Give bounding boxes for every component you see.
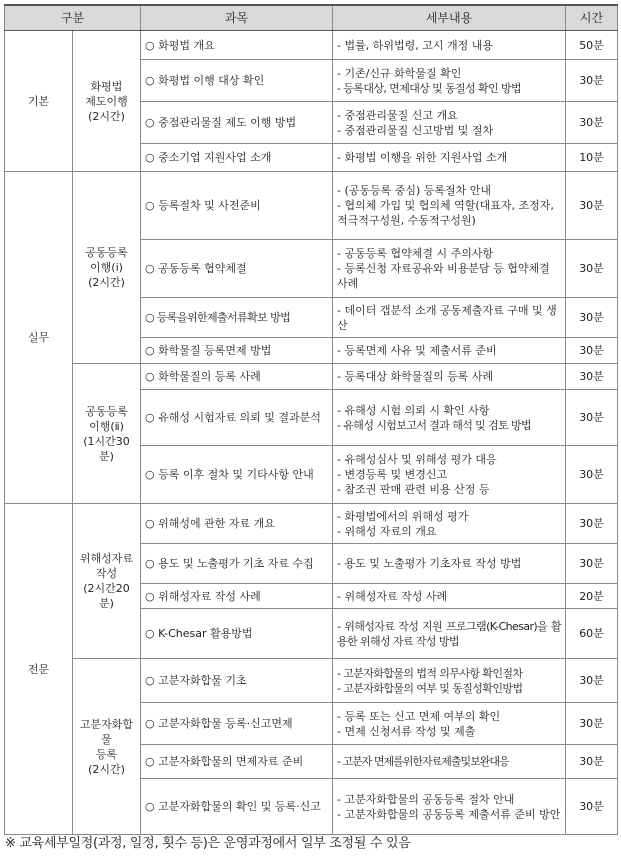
detail-line: - 등록면제 사유 및 제출서류 준비 (337, 344, 497, 357)
hours-cell: 30분 (566, 240, 618, 298)
details-cell (333, 172, 566, 240)
header-category: 구분 (5, 5, 141, 31)
detail-line: - 등록대상 화학물질의 등록 사례 (337, 370, 494, 383)
details-cell (333, 60, 566, 102)
details-cell (333, 609, 566, 659)
header-subject: 과목 (141, 5, 333, 31)
table-row (5, 364, 618, 390)
hours-cell: 30분 (566, 544, 618, 584)
hours-cell: 50분 (566, 31, 618, 60)
detail-line: - 중점관리물질 신고방법 및 절차 (337, 123, 494, 137)
module-cell (73, 364, 141, 504)
hours-cell: 30분 (566, 390, 618, 446)
detail-line: - 유해성 시험 의뢰 시 확인 사항 (337, 403, 490, 417)
detail-line: - 고분자화합물의 여부 및 동질성확인방법 (337, 681, 523, 695)
subject-cell: ○ 공동등록 협약체결 (141, 240, 333, 298)
detail-line: - 용도 및 노출평가 기초자료 작성 방법 (337, 557, 522, 570)
detail-line: - 등록신청 자료공유와 비용분담 등 협약체결 사례 (337, 262, 550, 290)
subject-cell: ○ 위해성에 관한 자료 개요 (141, 504, 333, 544)
details-cell (333, 144, 566, 172)
detail-line: - 등록 또는 신고 면제 여부의 확인 (337, 709, 501, 723)
subject-cell: ○ 고분자화합물 등록·신고면제 (141, 703, 333, 745)
details-cell (333, 390, 566, 446)
table-row (5, 504, 618, 544)
subject-cell: ○ 중소기업 지원사업 소개 (141, 144, 333, 172)
module-cell (73, 659, 141, 835)
hours-cell: 30분 (566, 446, 618, 504)
detail-line: - 등록대상, 면제대상 및 동질성 확인 방법 (337, 81, 522, 95)
details-cell (333, 446, 566, 504)
module-name: 위해성자료 작성 (2시간20분) (79, 552, 134, 610)
subject-cell: ○ 화평법 이행 대상 확인 (141, 60, 333, 102)
module-name: 고분자화합물 등록 (2시간) (79, 717, 134, 776)
subject-cell: ○ 화평법 개요 (141, 31, 333, 60)
details-cell (333, 544, 566, 584)
detail-line: - 화평법 이행을 위한 지원사업 소개 (337, 151, 508, 164)
details-cell (333, 240, 566, 298)
hours-cell: 30분 (566, 102, 618, 144)
detail-line: - 위해성자료 작성 사례 (337, 589, 448, 603)
details-cell (333, 338, 566, 364)
category-cell: 전문 (5, 504, 73, 835)
header-hours: 시간 (566, 5, 618, 31)
details-cell (333, 659, 566, 703)
subject-cell: ○ 위해성자료 작성 사례 (141, 584, 333, 609)
hours-cell: 30분 (566, 60, 618, 102)
module-cell (73, 31, 141, 172)
hours-cell: 20분 (566, 584, 618, 609)
detail-line: - 협의체 가입 및 협의체 역할(대표자, 조정자, 적극적구성원, 수동적구성원) (337, 199, 554, 227)
detail-line: - 공동등록 협약체결 시 주의사항 (337, 247, 494, 260)
subject-cell: ○ 화학물질의 등록 사례 (141, 364, 333, 390)
subject-cell: ○ 등록절차 및 사전준비 (141, 172, 333, 240)
detail-line: - 참조권 판매 관련 비용 산정 등 (337, 483, 490, 496)
header-row (5, 5, 618, 31)
subject-cell: ○ 등록을위한제출서류확보 방법 (141, 298, 333, 338)
details-cell (333, 504, 566, 544)
subject-cell: ○ 유해성 시험자료 의뢰 및 결과분석 (141, 390, 333, 446)
detail-line: - 고분자화합물의 법적 의무사항 확인절차 (337, 666, 523, 680)
detail-line: - 유해성심사 및 위해성 평가 대응 (337, 453, 497, 466)
details-cell (333, 102, 566, 144)
curriculum-table (4, 4, 618, 835)
module-name: 공동등록 이행(ⅱ) (1시간30분) (83, 404, 130, 463)
table-row (5, 31, 618, 60)
detail-line: - 중점관리물질 신고 개요 (337, 108, 458, 122)
hours-cell: 30분 (566, 364, 618, 390)
details-cell (333, 779, 566, 835)
hours-cell: 30분 (566, 504, 618, 544)
details-cell (333, 703, 566, 745)
details-cell (333, 745, 566, 779)
module-cell (73, 504, 141, 659)
detail-line: - 고분자화합물의 공동등록 제출서류 준비 방안 (337, 807, 561, 821)
detail-line: - 기존/신규 화학물질 확인 (337, 66, 462, 80)
footnote: ※ 교육세부일정(과정, 일정, 횟수 등)은 운영과정에서 일부 조정될 수 있음 (5, 836, 411, 851)
details-cell (333, 31, 566, 60)
subject-cell: ○ K-Chesar 활용방법 (141, 609, 333, 659)
subject-cell: ○ 고분자화합물의 확인 및 등록·신고 (141, 779, 333, 835)
detail-line: - 유해성 시험보고서 결과 해석 및 검토 방법 (337, 418, 532, 432)
detail-line: - 화평법에서의 위해성 평가 (337, 509, 469, 523)
hours-cell: 30분 (566, 779, 618, 835)
hours-cell: 30분 (566, 298, 618, 338)
detail-line: - (공동등록 중심) 등록절차 안내 (337, 184, 492, 197)
table-row (5, 172, 618, 240)
detail-line: - 고분자 면제를위한자료제출및보완대응 (337, 755, 509, 768)
hours-cell: 30분 (566, 172, 618, 240)
module-name: 공동등록 이행(ⅰ) (2시간) (85, 246, 128, 289)
detail-line: - 법률, 하위법령, 고시 개정 내용 (337, 38, 493, 52)
category-cell: 실무 (5, 172, 73, 504)
hours-cell: 30분 (566, 338, 618, 364)
detail-line: - 위해성자료 작성 지원 프로그램(K-Chesar)을 활용한 위해성 자료 작성 방법 (337, 619, 561, 648)
subject-cell: ○ 중점관리물질 제도 이행 방법 (141, 102, 333, 144)
details-cell (333, 584, 566, 609)
subject-cell: ○ 고분자화합물의 면제자료 준비 (141, 745, 333, 779)
hours-cell: 30분 (566, 703, 618, 745)
details-cell (333, 364, 566, 390)
detail-line: - 고분자화합물의 공동등록 절차 안내 (337, 792, 515, 806)
module-name: 화평법 제도이행 (2시간) (85, 79, 128, 123)
hours-cell: 60분 (566, 609, 618, 659)
details-cell (333, 298, 566, 338)
category-cell: 기본 (5, 31, 73, 172)
hours-cell: 30분 (566, 659, 618, 703)
detail-line: - 데이터 갭분석 소개 공동제출자료 구매 및 생산 (337, 303, 557, 332)
module-cell (73, 172, 141, 364)
hours-cell: 10분 (566, 144, 618, 172)
hours-cell: 30분 (566, 745, 618, 779)
detail-line: - 변경등록 및 변경신고 (337, 468, 448, 481)
detail-line: - 위해성 자료의 개요 (337, 524, 437, 538)
table-row (5, 659, 618, 703)
subject-cell: ○ 등록 이후 절차 및 기타사항 안내 (141, 446, 333, 504)
header-details: 세부내용 (333, 5, 566, 31)
detail-line: - 면제 신청서류 작성 및 제출 (337, 724, 476, 738)
subject-cell: ○ 용도 및 노출평가 기초 자료 수집 (141, 544, 333, 584)
subject-cell: ○ 고분자화합물 기초 (141, 659, 333, 703)
subject-cell: ○ 화학물질 등록면제 방법 (141, 338, 333, 364)
